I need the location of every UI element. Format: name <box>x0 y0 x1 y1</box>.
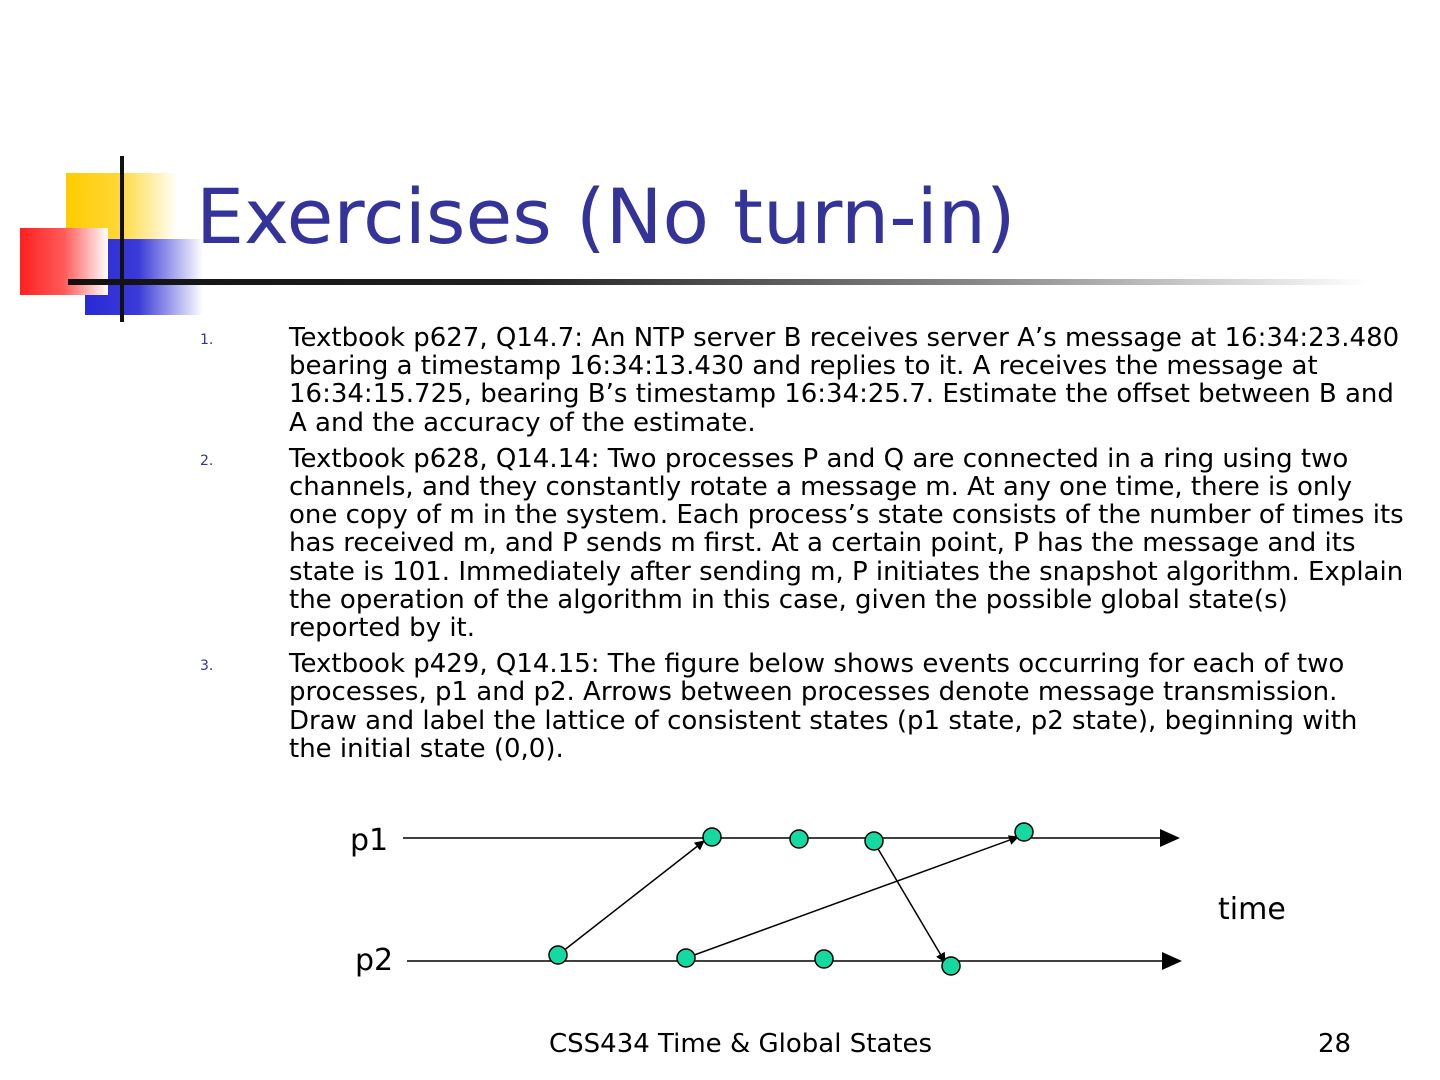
p1-timeline-arrowhead <box>1160 829 1180 847</box>
time-label: time <box>1218 892 1286 927</box>
message-arrow <box>558 841 704 955</box>
p1-event-dot <box>865 832 883 850</box>
p1-label: p1 <box>350 823 389 858</box>
slide-title: Exercises (No turn-in) <box>196 172 1016 261</box>
list-number: 1. <box>200 332 214 348</box>
p1-event-dot <box>1015 823 1033 841</box>
list-number: 2. <box>200 452 214 469</box>
p2-timeline-arrowhead <box>1162 952 1182 970</box>
message-arrow <box>874 842 945 962</box>
message-arrow <box>686 837 1018 958</box>
p2-event-dot <box>549 946 567 964</box>
list-number: 3. <box>200 658 214 675</box>
p2-event-dot <box>942 957 960 975</box>
p1-event-dot <box>703 828 721 846</box>
p2-label: p2 <box>355 943 394 978</box>
p2-event-dot <box>677 949 695 967</box>
page-number: 28 <box>1318 1029 1352 1059</box>
footer-course-title: CSS434 Time & Global States <box>549 1029 933 1059</box>
exercise-text: Textbook p429, Q14.15: The figure below shows events occurring for each of two processes, p1 and p2. Arrows between processes denote message transmission. Draw and label the lattice of consistent states (p1 state, p2 state), beginning with the initial state (0,0). <box>289 649 1358 764</box>
p2-event-dot <box>815 950 833 968</box>
exercise-text: Textbook p628, Q14.14: Two processes P and Q are connected in a ring using two channels, and they constantly rotate a message m. At any one time, there is only one copy of m in the system. Each process’s state consists of the number of times its has received m, and P sends m first. At a certain point, P has the message and its state is 101. Immediately after sending m, P initiates the snapshot algorithm. Explain the operation of the algorithm in this case, given the possible global state(s) reported by it. <box>289 443 1404 644</box>
exercise-text: Textbook p627, Q14.7: An NTP server B receives server A’s message at 16:34:23.480 bearing a timestamp 16:34:13.430 and replies to it. A receives the message at 16:34:15.725, bearing B’s timestamp 16:34:25.7. Estimate the offset between B and A and the accuracy of the estimate. <box>289 323 1400 438</box>
p1-event-dot <box>790 830 808 848</box>
